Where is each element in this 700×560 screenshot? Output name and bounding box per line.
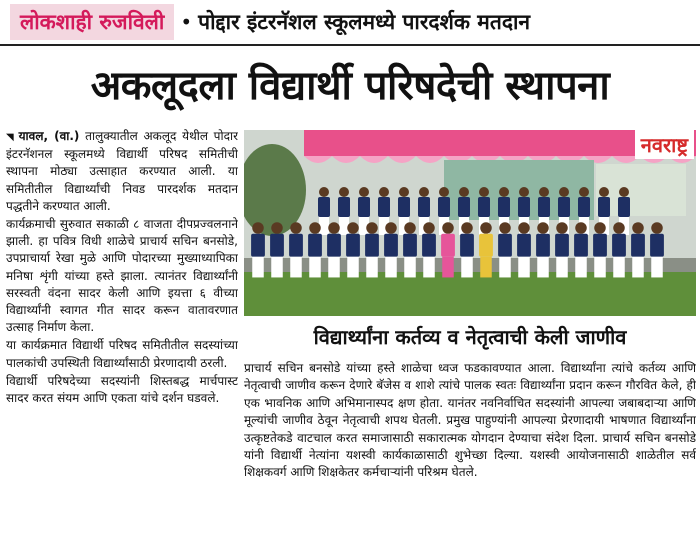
student-front-head	[499, 222, 511, 234]
group-photo	[244, 130, 696, 316]
student-front-body	[536, 234, 550, 257]
student-front-legs	[632, 257, 644, 278]
student-front-head	[632, 222, 644, 234]
student-front-head	[385, 222, 397, 234]
student-front-head	[423, 222, 435, 234]
student-front-head	[575, 222, 587, 234]
student-back-head	[359, 187, 369, 197]
student-front-head	[366, 222, 378, 234]
student-back-body	[358, 197, 370, 217]
article-paragraph-1	[6, 128, 238, 215]
left-article-column	[6, 128, 238, 554]
student-back-body	[338, 197, 350, 217]
student-back-head	[399, 187, 409, 197]
student-front-legs	[328, 257, 340, 278]
main-headline: अकलूदला विद्यार्थी परिषदेची स्थापना	[90, 63, 610, 109]
student-front-body	[650, 234, 664, 257]
dateline-text: यावल, (वा.)	[18, 129, 80, 143]
student-back-head	[539, 187, 549, 197]
student-back-head	[379, 187, 389, 197]
student-front-head	[518, 222, 530, 234]
student-back-head	[479, 187, 489, 197]
student-front-legs	[594, 257, 606, 278]
student-back-head	[599, 187, 609, 197]
student-front-head	[556, 222, 568, 234]
student-front-body	[403, 234, 417, 257]
student-back-body	[318, 197, 330, 217]
student-front-legs	[480, 257, 492, 278]
student-front-body	[555, 234, 569, 257]
student-front-head	[537, 222, 549, 234]
student-front-body	[346, 234, 360, 257]
student-front-head	[328, 222, 340, 234]
student-front-legs	[423, 257, 435, 278]
paragraph-text: तालुक्यातील अकलूद येथील पोदार इंटरनॅशनल स्कूलमध्ये विद्यार्थी परिषद समितीची स्थापना मोठ्या उत्साहात करण्यात आली. या समितीतील विद्यार्थ्यांची निवड पारदर्शक मतदान पद्धतीने करण्यात आली.	[6, 129, 238, 213]
student-back-body	[478, 197, 490, 217]
student-back-body	[598, 197, 610, 217]
student-back-body	[558, 197, 570, 217]
student-back-body	[438, 197, 450, 217]
student-back-legs	[319, 217, 329, 235]
student-back-head	[419, 187, 429, 197]
student-front-legs	[309, 257, 321, 278]
student-front-body	[251, 234, 265, 257]
student-front-body	[365, 234, 379, 257]
student-front-legs	[271, 257, 283, 278]
student-front-legs	[290, 257, 302, 278]
student-front-legs	[537, 257, 549, 278]
student-front-legs	[252, 257, 264, 278]
student-back-head	[339, 187, 349, 197]
article-paragraph-4: विद्यार्थी परिषदेच्या सदस्यांनी शिस्तबद्ध मार्चपास्ट सादर करत संयम आणि एकता यांचे दर्शन घडवले.	[6, 373, 238, 406]
strap-line	[0, 0, 700, 46]
student-front-head	[309, 222, 321, 234]
student-front-head	[252, 222, 264, 234]
student-front-body	[612, 234, 626, 257]
student-front-head	[461, 222, 473, 234]
student-back-body	[578, 197, 590, 217]
student-front-body	[384, 234, 398, 257]
student-front-head	[404, 222, 416, 234]
section-tag: लोकशाही रुजविली	[10, 4, 174, 40]
bullet-separator: •	[180, 10, 193, 34]
student-back-head	[459, 187, 469, 197]
student-back-head	[619, 187, 629, 197]
student-front-body	[270, 234, 284, 257]
student-back-head	[519, 187, 529, 197]
student-front-legs	[347, 257, 359, 278]
student-front-head	[442, 222, 454, 234]
student-front-body	[289, 234, 303, 257]
student-front-legs	[556, 257, 568, 278]
student-back-head	[559, 187, 569, 197]
student-front-legs	[499, 257, 511, 278]
student-back-body	[518, 197, 530, 217]
student-front-legs	[385, 257, 397, 278]
student-front-legs	[404, 257, 416, 278]
student-front-legs	[461, 257, 473, 278]
student-front-head	[594, 222, 606, 234]
student-back-body	[398, 197, 410, 217]
student-front-body	[593, 234, 607, 257]
student-back-body	[458, 197, 470, 217]
student-front-legs	[442, 257, 454, 278]
student-front-legs	[575, 257, 587, 278]
student-front-body	[308, 234, 322, 257]
student-front-head	[613, 222, 625, 234]
student-front-legs	[518, 257, 530, 278]
student-front-body	[441, 234, 455, 257]
student-front-head	[290, 222, 302, 234]
strap-topic: पोद्दार इंटरनॅशल स्कूलमध्ये पारदर्शक मतदान	[198, 10, 531, 34]
student-back-body	[418, 197, 430, 217]
student-front-body	[479, 234, 493, 257]
student-front-head	[480, 222, 492, 234]
student-back-body	[378, 197, 390, 217]
sub-headline: विद्यार्थ्यांना कर्तव्य व नेतृत्वाची केली जाणीव	[313, 325, 627, 349]
student-front-body	[498, 234, 512, 257]
student-back-body	[538, 197, 550, 217]
right-article-body	[244, 360, 696, 556]
group-photo-illustration	[244, 130, 696, 316]
article-body-text: प्राचार्य सचिन बनसोडे यांच्या हस्ते शाळेचा ध्वज फडकावण्यात आला. विद्यार्थ्यांना त्यांचे कर्तव्य आणि नेतृत्वाची जाणीव करून देणारे बॅजेस व शाशे त्यांचे पालक स्वतः विद्यार्थ्यांना प्रदान करून गौरवित केले, ही एक भावनिक आणि अभिमानास्पद क्षण होता. यानंतर नवनिर्वाचित सदस्यांनी आपल्या जबाबदाऱ्या आणि मूल्यांची जाणीव ठेवून नेतृत्वाची शपथ घेतली. प्रमुख पाहुण्यांनी आपल्या प्रेरणादायी भाषणात विद्यार्थ्यांना उत्कृष्टतेकडे वाटचाल करत समाजासाठी सकारात्मक योगदान देण्याचा संदेश दिला. प्राचार्य सचिन बनसोडे यांनी विद्यार्थी नेत्यांना यशस्वी कार्यकाळासाठी शुभेच्छा दिल्या. यशस्वी आयोजनासाठी शाळेतील सर्व शिक्षकवर्ग आणि शिक्षकेतर कर्मचाऱ्यांनी परिश्रम घेतले.	[244, 361, 696, 480]
student-front-body	[631, 234, 645, 257]
student-front-body	[574, 234, 588, 257]
student-back-head	[499, 187, 509, 197]
student-back-head	[439, 187, 449, 197]
student-front-legs	[366, 257, 378, 278]
dateline	[6, 129, 79, 143]
student-back-head	[579, 187, 589, 197]
article-paragraph-2: कार्यक्रमाची सुरुवात सकाळी ८ वाजता दीपप्रज्वलनाने झाली. हा पवित्र विधी शाळेचे प्राचार्य सचिन बनसोडे, उपप्राचार्या रेखा मुळे आणि पोदारच्या मुख्याध्यापिका मनिषा शृंगी यांच्या हस्ते झाला. त्यानंतर विद्यार्थ्यांनी सरस्वती वंदना सादर केली आणि इयत्ता ६ वीच्या विद्यार्थ्यांनी स्वागत गीत सादर करून वातावरणात उत्साह निर्माण केला.	[6, 217, 238, 335]
student-front-head	[271, 222, 283, 234]
publication-logo: नवराष्ट्र	[635, 130, 694, 159]
student-back-head	[319, 187, 329, 197]
student-front-legs	[651, 257, 663, 278]
student-back-body	[498, 197, 510, 217]
student-front-head	[651, 222, 663, 234]
student-front-body	[422, 234, 436, 257]
student-front-head	[347, 222, 359, 234]
student-front-legs	[613, 257, 625, 278]
student-back-body	[618, 197, 630, 217]
student-front-body	[460, 234, 474, 257]
dateline-marker-icon: ◥	[6, 132, 16, 143]
student-back-legs	[339, 217, 349, 235]
student-front-body	[327, 234, 341, 257]
student-front-body	[517, 234, 531, 257]
article-paragraph-3: या कार्यक्रमात विद्यार्थी परिषद समितीतील सदस्यांच्या पालकांची उपस्थिती विद्यार्थ्यांसाठी प्रेरणादायी ठरली.	[6, 338, 238, 370]
